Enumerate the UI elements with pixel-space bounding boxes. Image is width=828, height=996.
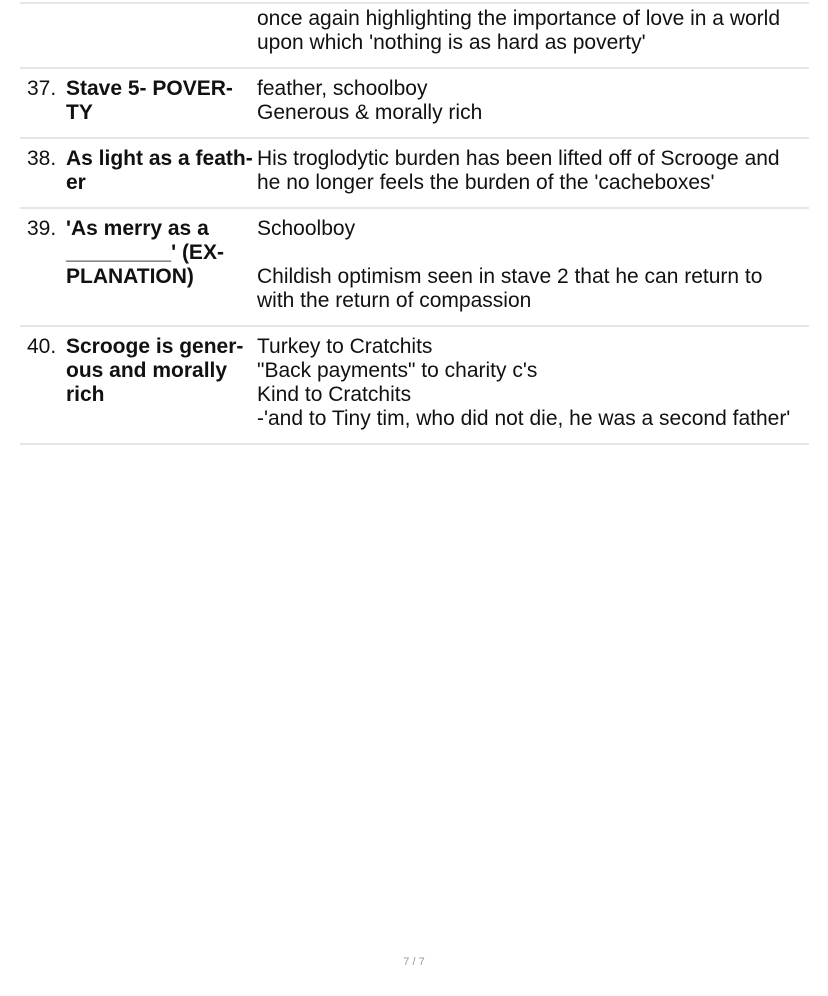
term-cell (66, 217, 257, 313)
row-number: 40. (27, 335, 57, 358)
definition-cell (257, 217, 809, 313)
table-row (20, 137, 809, 207)
term-cell (66, 335, 257, 431)
term-line: rich (66, 383, 105, 406)
definition-line: Kind to Cratchits (257, 383, 412, 406)
definition-line: Turkey to Cratchits (257, 335, 433, 358)
definition-cell (257, 335, 809, 431)
definition-cell (257, 77, 809, 125)
definition-cell (257, 147, 809, 195)
term-line: PLANATION) (66, 265, 194, 288)
term-line: ous and morally (66, 359, 228, 382)
term-line: Stave 5- POVER- (66, 77, 233, 100)
definition-line: with the return of compassion (257, 289, 532, 312)
term-cell (66, 77, 257, 125)
row-number: 37. (27, 77, 57, 100)
term-line: _________' (EX- (66, 241, 224, 264)
page-number: 7 / 7 (403, 956, 425, 968)
definition-line: -'and to Tiny tim, who did not die, he was a second father' (257, 407, 791, 430)
definition-line: he no longer feels the burden of the 'cacheboxes' (257, 171, 715, 194)
table-row (20, 67, 809, 137)
term-cell (66, 7, 257, 55)
definition-line: feather, schoolboy (257, 77, 428, 100)
term-line: 'As merry as a (66, 217, 209, 240)
table-row (20, 2, 809, 67)
definition-line (257, 241, 809, 265)
definition-line: Schoolboy (257, 217, 356, 240)
table-row (20, 207, 809, 325)
row-number: 39. (27, 217, 57, 240)
term-line: Scrooge is gener- (66, 335, 244, 358)
row-number (20, 7, 66, 55)
definition-line: "Back payments" to charity c's (257, 359, 538, 382)
term-line: As light as a feath- (66, 147, 253, 170)
table-row (20, 325, 809, 445)
definition-line: His troglodytic burden has been lifted off of Scrooge and (257, 147, 780, 170)
definition-line: Childish optimism seen in stave 2 that he can return to (257, 265, 763, 288)
definition-line: upon which 'nothing is as hard as poverty' (257, 31, 646, 54)
row-number: 38. (27, 147, 57, 170)
definition-line: Generous & morally rich (257, 101, 483, 124)
term-cell (66, 147, 257, 195)
definition-line: once again highlighting the importance of love in a world (257, 7, 781, 30)
term-line: TY (66, 101, 93, 124)
definition-cell (257, 7, 809, 55)
flashcard-table (20, 2, 809, 445)
term-line: er (66, 171, 86, 194)
